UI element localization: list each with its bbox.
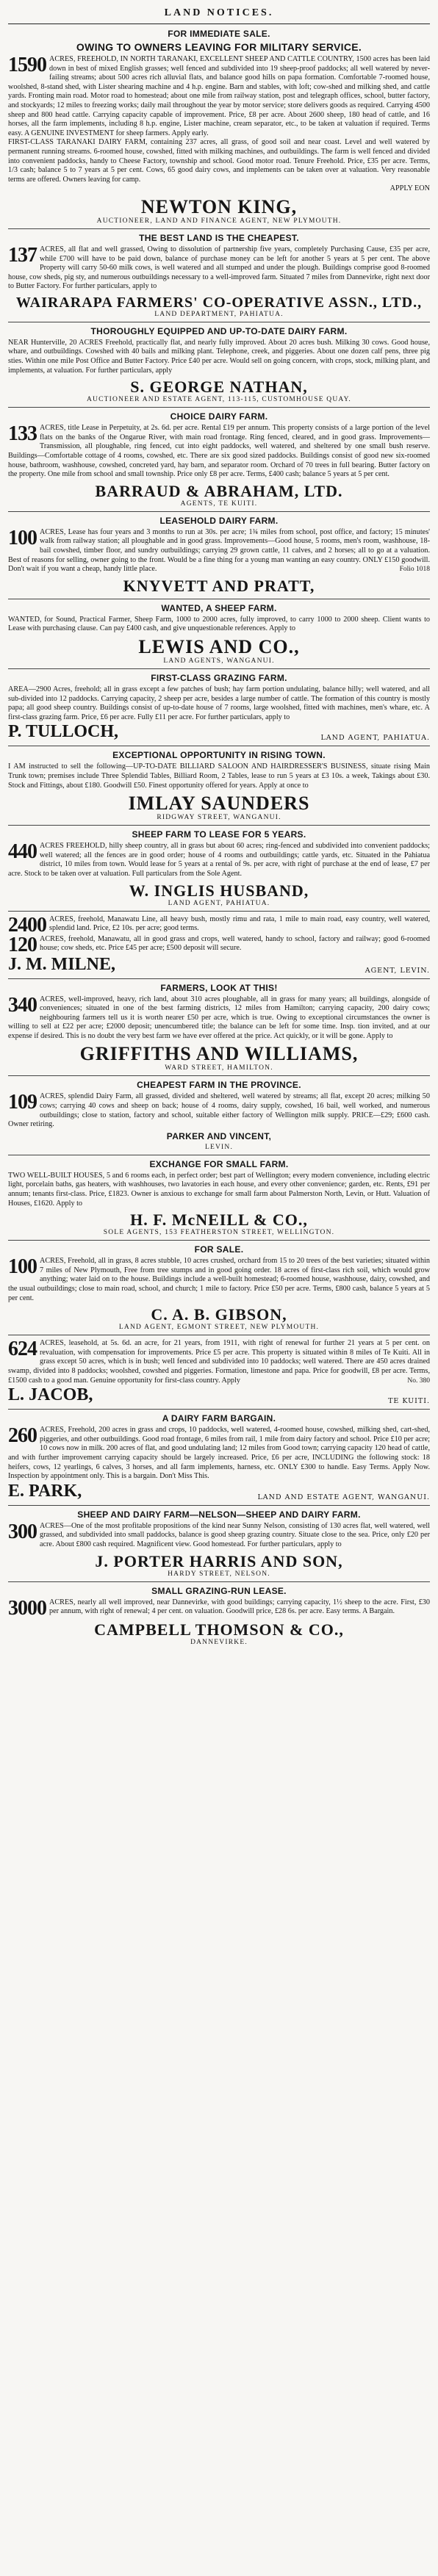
- ad-title: SHEEP FARM TO LEASE FOR 5 YEARS.: [132, 829, 306, 840]
- agent-address: LAND AGENTS, WANGANUI.: [163, 657, 275, 665]
- ad-text: NEAR Hunterville, 20 ACRES Freehold, practically flat, and nearly fully improved. About 20 acres bush. Milking 30 cows. Good house, whare, and outbuildings. Cowshed with 40 bails and milking plant. Telephone, creek, and piggeries. About one dozen calf pens, three pig sties. Within one mile Post Office and Butter Factory. Price £40 per acre. Would sell on going concern, with crops, stock, milking plant, and implements, at valuation. For further particulars, apply: [8, 338, 430, 375]
- ad-body: [8, 55, 430, 194]
- agent-address: WARD STREET, HAMILTON.: [165, 1064, 273, 1072]
- ad-title: FARMERS, LOOK AT THIS!: [160, 982, 278, 993]
- ad-exchange-houses: [8, 1159, 430, 1208]
- ad-title: CHOICE DAIRY FARM.: [170, 411, 268, 422]
- ad-title: FOR IMMEDIATE SALE.: [168, 29, 270, 39]
- ad-body: [8, 915, 430, 955]
- ad-text: WANTED, for Sound, Practical Farmer, Sheep Farm, 1000 to 2000 acres, fully improved, to carry 1000 to 2000 sheep. Client wants to Lease with purchasing clause. Can pay £400 cash, and give unquestionable references. Apply to: [8, 615, 430, 633]
- agent-address: LAND DEPARTMENT, PAHIATUA.: [154, 310, 284, 318]
- ad-subtitle: OWING TO OWNERS LEAVING FOR MILITARY SERVICE.: [76, 41, 362, 53]
- agent-name: L. JACOB,: [8, 1385, 93, 1405]
- agent-row: [8, 955, 430, 975]
- agent-address: LAND AGENT, EGMONT STREET, NEW PLYMOUTH.: [118, 1324, 320, 1332]
- divider: [8, 1409, 430, 1410]
- divider: [8, 407, 430, 408]
- ad-best-land: [8, 233, 430, 292]
- ad-title: SMALL GRAZING-RUN LEASE.: [151, 1585, 287, 1596]
- ad-title: THE BEST LAND IS THE CHEAPEST.: [139, 232, 299, 243]
- agent-name: J. M. MILNE,: [8, 954, 115, 974]
- ad-choice-dairy: [8, 411, 430, 480]
- ad-reference: No. 380: [407, 1377, 430, 1385]
- ad-text: ACRES, title Lease in Perpetuity, at 2s. 6d. per acre. Rental £19 per annum. This property consists of a large portion of the level flats on the banks of the Ongarue River, with main road frontage. Ring fenced, cleared, and in good grass. Improvements—Transmission, all ploughable, ring fenced, cut into eight paddocks, well watered, and sheltered by one small bush reserve. Buildings—Comfortable cottage of 4 rooms, cowshed, etc. There are six good sized paddocks. Buildings consist of good new six-roomed house, bathroom, washhouse, cowshed, concreted yard, hay barn, and separator room. Orchard of 70 trees in full bearing. Butter factory on the property. One mile from school and small township. Price only £8 per acre. Terms, £400 cash; balance 5 years at 5 per cent.: [8, 424, 430, 479]
- ad-text: ACRES, freehold, Manawatu Line, all heavy bush, mostly rimu and rata, 1 mile to main road, easy country, well watered, splendid land. Price, £2 10s. per acre; good terms.: [49, 914, 430, 933]
- agent-row: [8, 722, 430, 742]
- ad-body: [8, 1339, 430, 1385]
- ad-apply: APPLY EON: [389, 184, 430, 193]
- ad-lead-number: 624: [8, 1338, 37, 1361]
- ad-body: [8, 1257, 430, 1303]
- agent-name: WAIRARAPA FARMERS' CO-OPERATIVE ASSN., LTD.,: [15, 294, 423, 311]
- agent-name: J. PORTER HARRIS AND SON,: [95, 1551, 343, 1570]
- ad-grazing-farm: [8, 673, 430, 722]
- agent-address: LAND AND ESTATE AGENT, WANGANUI.: [257, 1493, 430, 1501]
- ad-lead-number: 100: [8, 526, 37, 549]
- ad-billiard-saloon: [8, 750, 430, 790]
- ad-hunterville-dairy: [8, 326, 430, 375]
- ad-text-2: ACRES, freehold, Manawatu, all in good grass and crops, well watered, handy to school, factory and railway; good 6-roomed house; cow sheds, etc. Price £45 per acre; £500 deposit will secure.: [40, 934, 430, 953]
- ad-title: EXCHANGE FOR SMALL FARM.: [149, 1158, 289, 1169]
- agent-row: [8, 1385, 430, 1405]
- ad-te-kuiti-leasehold: [8, 1339, 430, 1385]
- ad-lead-number: 133: [8, 422, 37, 446]
- agent-name: GRIFFITHS AND WILLIAMS,: [79, 1043, 359, 1065]
- ad-body: [8, 1598, 430, 1618]
- ad-lead-number: 109: [8, 1091, 37, 1114]
- agent-name: C. A. B. GIBSON,: [151, 1305, 287, 1324]
- ad-cheapest-farm: [8, 1080, 430, 1129]
- ad-folio: Folio 1018: [399, 566, 430, 574]
- agent-address: LEVIN.: [204, 1143, 234, 1151]
- ad-text-2: FIRST-CLASS TARANAKI DAIRY FARM, containing 237 acres, all grass, of good soil and near coast. Level and well watered by permanent running streams. 6-roomed house, cowshed, fitted with milking machines, and outbuildings. The farm is well fenced and divided into convenient paddocks, handy to Cheese Factory, township and school. Good motor road. Tenure Freehold. Price, £35 per acre. Terms, 1/3 cash; balance 5 to 7 years at 5 per cent. Cows, 65 good dairy cows, and implements can be taken over at valuation. Very reasonable terms are offered. Owners leaving for camp.: [8, 138, 430, 184]
- ad-lead-number: 260: [8, 1424, 37, 1448]
- ad-text: ACRES, FREEHOLD, IN NORTH TARANAKI, EXCELLENT SHEEP AND CATTLE COUNTRY, 1500 acres has been laid down in best of mixed English grasses; well fenced and subdivided into 19 sheep-proof paddocks; all well watered by never-failing streams; about 500 acres rich alluvial flats, and balance good hills on papa formation. Comfortable 7-roomed house, woolshed, 8-stand shed, with Lister shearing machine and 4 h.p. engine. Barn and stables, with loft; cow-shed and milking shed, and cattle yards. Fronting main road. Motor road to homestead; about one mile from railway station, post and telegraph offices, school, butter factory, and stockyards; 12 miles to freezing works; daily mail throughout the year by motor service; store delivers goods as required. Carrying 4500 sheep and 800 head cattle. Carrying capacity capable of improvement. Price, £8 per acre. About 2600 sheep, 180 head of cattle, and 16 horses, all the farm implements, including 8 h.p. engine, Lister machine, cream separator, etc., to be taken at valuation if required. Terms easy. A GENUINE INVESTMENT for sheep farmers. Apply early.: [8, 55, 430, 137]
- divider: [8, 228, 430, 229]
- agent-address: AGENTS, TE KUITI.: [180, 499, 258, 508]
- ad-grazing-run-lease: [8, 1586, 430, 1618]
- agent-name: S. GEORGE NATHAN,: [130, 378, 308, 397]
- agent-address: DANNEVIRKE.: [190, 1638, 248, 1646]
- ad-body: [8, 1092, 430, 1129]
- ad-body: [8, 1426, 430, 1482]
- agent-name: KNYVETT AND PRATT,: [123, 576, 315, 595]
- ad-title: EXCEPTIONAL OPPORTUNITY IN RISING TOWN.: [112, 750, 326, 761]
- land-notices-column: [8, 0, 430, 1646]
- agent-name: CAMPBELL THOMSON & CO.,: [94, 1620, 344, 1639]
- ad-lead-number: 120: [8, 933, 37, 956]
- ad-body: [8, 995, 430, 1042]
- ad-lead-number: 2400: [8, 913, 46, 937]
- agent-address: HARDY STREET, NELSON.: [168, 1570, 270, 1578]
- divider: [8, 668, 430, 669]
- ad-text: ACRES FREEHOLD, hilly sheep country, all in grass but about 60 acres; ring-fenced and subdivided into convenient paddocks; well watered; all the fences are in good order; house of 4 rooms and outbuildings; cattle yards, etc. Situated in the Pahiatua district, 10 miles from town. Would lease for 5 years at a rental of 9s. per acre, with right of purchase at the end of lease, £7 per acre. Stock to be taken over at valuation. Full particulars from the Sole Agent.: [8, 842, 430, 878]
- ad-wanted-sheep-farm: [8, 603, 430, 634]
- ad-text: ACRES, well-improved, heavy, rich land, about 310 acres ploughable, all in grass for many years; all buildings, alongside of conveniences; situated in one of the best farming districts, 12 miles from Hamilton; carrying capacity, 200 dairy cows; neighbouring farmers tell us it is worth nearer £50 per acre, which is true. Owing to exceptional circumstances the owner is willing to sell at £22 per acre; £2000 deposit; unencumbered title; the balance can be left for some time. Insp. tion invited, and at our expense if desired. This is no doubt the very best farm we have ever offered at the price. Act quickly, or it will be gone. Apply to: [8, 995, 430, 1040]
- ad-for-sale-new-plymouth: [8, 1244, 430, 1303]
- ad-title: FOR SALE.: [194, 1244, 244, 1255]
- divider: [8, 1240, 430, 1241]
- ad-nelson-farm: [8, 1509, 430, 1550]
- ad-lead-number: 340: [8, 993, 37, 1017]
- ad-title: FIRST-CLASS GRAZING FARM.: [151, 672, 287, 683]
- ad-lead-number: 100: [8, 1255, 37, 1279]
- ad-text: ACRES, leasehold, at 5s. 6d. an acre, for 21 years, from 1911, with right of renewal for further 21 years at 5 per cent. on revaluation, with compensation for improvements. Price £5 per acre. This property is situated within 8 miles of Te Kuiti. All in grass except 50 acres, which is in bush; well fenced and subdivided into 10 paddocks; well watered. There are 450 acres drained swamp, divided into 8 paddocks; woolshed, cowshed and piggeries. Formation, limestone and papa. Price for goodwill, £8 per acre. Terms, £1500 cash to a good man. Genuine opportunity for first-class country. Apply: [8, 1339, 430, 1385]
- ad-sheep-lease: [8, 829, 430, 878]
- agent-name: E. PARK,: [8, 1481, 82, 1501]
- divider: [8, 1505, 430, 1506]
- ad-body: [8, 528, 430, 574]
- ad-lead-number: 3000: [8, 1596, 46, 1620]
- ad-text: I AM instructed to sell the following—UP-TO-DATE BILLIARD SALOON AND HAIRDRESSER'S BUSINESS, situate rising Main Trunk town; premises include Three Splendid Tables, Billiard Room, 2 Tables, lease to run 5 years at £3 10s. a week, Takings about £30. Stock and Fittings, about £180. Goodwill £50. Finest opportunity offered for years. Apply at once to: [8, 762, 430, 790]
- ad-title: CHEAPEST FARM IN THE PROVINCE.: [137, 1080, 301, 1091]
- ad-text: ACRES—One of the most profitable propositions of the kind near Sunny Nelson, consisting of 130 acres flat, well watered, well grassed, and subdivided into small paddocks, balance is good sheep grazing country. Situate close to the sea. Price, only £20 per acre. About £800 cash required. Magnificent view. Good homestead. For further particulars, apply to: [40, 1521, 430, 1548]
- ad-taranaki-sheep: [8, 29, 430, 194]
- agent-address: SOLE AGENTS, 153 FEATHERSTON STREET, WELLINGTON.: [103, 1229, 335, 1237]
- ad-title: THOROUGHLY EQUIPPED AND UP-TO-DATE DAIRY FARM.: [90, 325, 348, 336]
- agent-name: BARRAUD & ABRAHAM, LTD.: [95, 481, 343, 500]
- agent-name: NEWTON KING,: [140, 195, 298, 217]
- divider: [8, 911, 430, 912]
- agent-row: [8, 1482, 430, 1501]
- ad-dairy-bargain: [8, 1413, 430, 1482]
- ad-body: [8, 842, 430, 878]
- agent-name: IMLAY SAUNDERS: [128, 793, 310, 815]
- ad-body: [8, 245, 430, 292]
- agent-name: PARKER AND VINCENT,: [166, 1130, 272, 1141]
- agent-address: TE KUITI.: [388, 1397, 430, 1406]
- agent-address: AUCTIONEER, LAND AND FINANCE AGENT, NEW PLYMOUTH.: [96, 217, 342, 225]
- ad-title: A DAIRY FARM BARGAIN.: [162, 1413, 276, 1424]
- agent-name: H. F. McNEILL & CO.,: [130, 1211, 308, 1230]
- ad-lead-number: 1590: [8, 54, 46, 76]
- ad-text: AREA—2900 Acres, freehold; all in grass except a few patches of bush; hay farm portion undulating, balance hilly; well watered, and all sub-divided into 12 paddocks. Carrying capacity, 2 sheep per acre, besides a large number of cattle. The formation of this country is mostly papa; all good sheep country. Buildings consist of up-to-date house of 7 rooms, large woolshed, fitted with machines, men's whare, etc. A first-class grazing farm. Price, £6 per acre. Fully £11 per acre. For further particulars, apply to: [8, 685, 430, 721]
- ad-text: ACRES, Freehold, 200 acres in grass and crops, 10 paddocks, well watered, 4-roomed house, cowshed, milking shed, cart-shed, piggeries, and other outbuildings. Good road frontage, 6 miles from rail, 1 mile from dairy factory and school. Price £10 per acre; 10 cows now in milk. 200 acres of flat, and good undulating land; 12 miles from Good town; carrying capacity 120 head of cattle, and with further improvement carrying capacity should be largely increased. Price, £6 per acre, INCLUDING the following stock: 18 heifers, cows, 12 yearlings, 6 calves, 3 horses, and all farm implements, harness, etc. ONLY £300 to handle. Easy Terms. Apply Now. Inspection by appointment only. This is a bargain. Don't Miss This.: [8, 1426, 430, 1481]
- divider: [8, 978, 430, 979]
- agent-address: LAND AGENT, PAHIATUA.: [320, 734, 430, 743]
- divider: [8, 825, 430, 826]
- agent-address: RIDGWAY STREET, WANGANUI.: [157, 814, 281, 822]
- agent-name: P. TULLOCH,: [8, 722, 119, 742]
- ad-body: [8, 1522, 430, 1550]
- agent-address: AGENT, LEVIN.: [365, 966, 430, 975]
- ad-leasehold-dairy: [8, 516, 430, 574]
- ad-text: ACRES, all flat and well grassed, Owing to dissolution of partnership five years, completely Purchasing Cause, £35 per acre, while £700 will have to be paid down, balance of purchase money can be left for another 5 years at 5 per cent. The above Property will carry 50-60 milk cows, is well watered and all stumped and under the plough. Buildings comprise good 8-roomed house, cow sheds, pig sty, and numerous outbuildings necessary to a well-improved farm. Situated 7 miles from Dannevirke, right next door to Butter Factory. For further particulars, apply to: [8, 245, 430, 291]
- ad-text: TWO WELL-BUILT HOUSES, 5 and 6 rooms each, in perfect order; best part of Wellington; every modern convenience, including electric light, porcelain baths, gas heaters, with washhouses, two lavatories in each house, and every other convenience; garden, etc. Rents, £91 per annum; tenants first-class. Price, £1823. Owner is anxious to exchange for small farm about Palmerston North, Levin, or Hutt. Valuation of Houses, £1620. Apply to: [8, 1171, 430, 1208]
- divider: [8, 1075, 430, 1076]
- ad-text: ACRES, Lease has four years and 3 months to run at 30s. per acre; 1¾ miles from school, post office, and factory; 15 minutes' walk from railway station; all ploughable and in good grass. Improvements—Good house, 5 rooms, men's room, washhouse, 18-bail cowshed, timber floor, and sundry outbuildings; carrying 29 grown cattle, 11 calves, and 2 horses; all to go at a valuation. Best of reasons for selling, owner going to the front. Would be a fine thing for a young man wanting an easy country. ONLY £150 goodwill. Don't wait if you want a cheap, handy little place.: [8, 527, 430, 574]
- divider: [8, 1581, 430, 1582]
- divider: [8, 511, 430, 512]
- ad-title: LEASEHOLD DAIRY FARM.: [159, 515, 279, 526]
- ad-lead-number: 137: [8, 243, 37, 267]
- ad-lead-number: 440: [8, 840, 37, 864]
- agent-name: LEWIS AND CO.,: [138, 635, 300, 657]
- ad-body: [8, 424, 430, 480]
- agent-address: LAND AGENT, PAHIATUA.: [168, 899, 270, 907]
- ad-text: ACRES, Freehold, all in grass, 8 acres stubble, 10 acres crushed, orchard from 15 to 20 trees of the best varieties; situated within 7 miles of New Plymouth, Free from tree stumps and in good going order. 18 acres of first-class rich soil, which would grow anything; water laid on to the house. Buildings include a well-built homestead; 6-roomed house, washhouse, dairy, cowshed, and the usual outbuildings; close to main road, school, and church; 1 mile to factory. Price £50 per acre. Terms, £800 cash, balance 5 years at 5 per cent.: [8, 1257, 430, 1302]
- ad-text: ACRES, splendid Dairy Farm, all grassed, divided and sheltered, well watered by streams; all flat, except 20 acres; milking 50 cows; carrying 40 cows and sheep on back; house of 4 rooms, dairy supply, cowshed, 16 bail, well worked, and numerous outbuildings; close to station, factory and school, suitable either factory of Wellington milk supply. PRICE—£29; £600 cash. Owner retiring.: [8, 1092, 430, 1129]
- page-heading: LAND NOTICES.: [164, 7, 274, 18]
- ad-farmers-look: [8, 983, 430, 1042]
- agent-address: AUCTIONEER AND ESTATE AGENT, 113-115, CUSTOMHOUSE QUAY.: [86, 396, 351, 404]
- ad-title: SHEEP AND DAIRY FARM—NELSON—SHEEP AND DAIRY FARM.: [77, 1509, 361, 1520]
- ad-lead-number: 300: [8, 1520, 37, 1543]
- ad-manawatu: [8, 915, 430, 955]
- ad-title: WANTED, A SHEEP FARM.: [161, 602, 277, 613]
- ad-text: ACRES, nearly all well improved, near Dannevirke, with good buildings; carrying capacity, 1½ sheep to the acre. First, £30 per annum, with right of renewal; 4 per cent. on valuation. Goodwill price, £28 6s. per acre. Easy terms. A Bargain.: [49, 1598, 430, 1616]
- agent-name: W. INGLIS HUSBAND,: [129, 881, 309, 900]
